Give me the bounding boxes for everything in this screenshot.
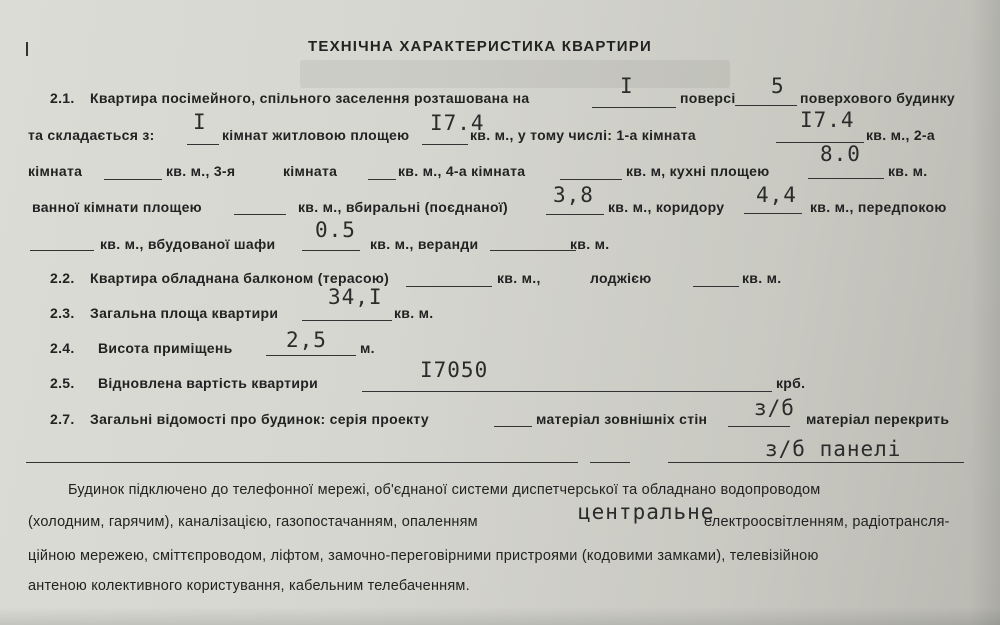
underline [693,286,739,287]
underline [30,250,94,251]
field-closet-area: 0.5 [315,218,356,242]
underline [728,426,790,427]
label-text: кв. м. [394,305,434,321]
field-floor-material: з/б панелі [765,437,902,461]
label-text: кв. м., 4-а кімната [398,163,526,179]
underline [735,105,797,106]
underline [187,144,219,145]
field-heating: центральне [578,500,715,524]
label-text: кв. м., у тому числі: 1-а кімната [470,127,696,143]
field-wall-material: з/б [754,396,795,420]
page-shadow [0,607,1000,625]
label-text: кімната [283,163,338,179]
underline [490,250,576,251]
underline [406,286,492,287]
label-text: Загальна площа квартири [90,305,279,321]
field-corridor-area: 4,4 [756,183,797,207]
underline [362,391,772,392]
underline [668,462,964,463]
label-text: крб. [776,375,806,391]
field-total-area: 34,I [328,285,383,309]
underline [234,214,286,215]
label-text: кв. м., вбудованої шафи [100,236,276,252]
label-text: кв. м. [888,163,928,179]
underline [546,214,604,215]
document-title: ТЕХНІЧНА ХАРАКТЕРИСТИКА КВАРТИРИ [308,38,652,55]
paragraph-line: Будинок підключено до телефонної мережі, об'єднаної системи диспетчерської та обладнано водопроводом [68,482,821,498]
paragraph-line: антеною колективного користування, кабельним телебаченням. [28,578,470,594]
underline [808,178,884,179]
underline [266,355,356,356]
label-text: кв. м., [497,270,541,286]
label-text: кімнат житловою площею [222,127,410,143]
label-text: кв. м., 3-я [166,163,236,179]
field-floors: 5 [771,74,785,98]
label-text: поверхового будинку [800,90,955,106]
label-text: Загальні відомості про будинок: серія проекту [90,411,429,427]
label-text: кв. м., передпокою [810,199,947,215]
label-text: поверсі [680,90,736,106]
underline [592,107,676,108]
page-shadow [970,0,1000,625]
label-text: кімната [28,163,83,179]
label-text: кв. м. [570,236,610,252]
section-number: 2.1. [50,90,75,106]
section-number: 2.7. [50,411,75,427]
label-text: ванної кімнати площею [32,199,202,215]
label-text: та складається з: [28,127,155,143]
underline [302,320,392,321]
label-text: кв. м., вбиральні (поєднаної) [298,199,509,215]
underline [494,426,532,427]
label-text: кв. м., 2-а [866,127,935,143]
paragraph-line: (холодним, гарячим), каналізацією, газопостачанням, опаленням [28,514,478,530]
label-text: Відновлена вартість квартири [98,375,319,391]
label-text: кв. м. [742,270,782,286]
label-text: кв. м, кухні площею [626,163,770,179]
section-number: 2.4. [50,340,75,356]
underline [302,250,360,251]
field-room1: I7.4 [800,108,855,132]
underline [104,179,162,180]
field-rooms: I [193,110,207,134]
label-text: Квартира обладнана балконом (терасою) [90,270,390,286]
label-text: Квартира посімейного, спільного заселення розташована на [90,90,530,106]
field-living-area: I7.4 [430,111,485,135]
underline [590,462,630,463]
field-cost: I7050 [420,358,489,382]
margin-mark [26,42,28,56]
field-height: 2,5 [286,328,327,352]
section-number: 2.3. [50,305,75,321]
underline [26,462,578,463]
section-number: 2.5. [50,375,75,391]
bleed-through-text [300,60,730,88]
underline [368,179,396,180]
section-number: 2.2. [50,270,75,286]
label-text: матеріал зовнішніх стін [536,411,708,427]
label-text: кв. м., веранди [370,236,479,252]
label-text: матеріал перекрить [806,411,950,427]
label-text: кв. м., коридору [608,199,725,215]
label-text: лоджією [590,270,652,286]
field-kitchen-area: 8.0 [820,142,861,166]
field-floor: I [620,74,634,98]
paragraph-line: ційною мережею, сміттєпроводом, ліфтом, замочно-переговірними пристроями (кодовими замками), телевізійною [28,548,819,564]
underline [422,144,468,145]
label-text: Висота приміщень [98,340,233,356]
field-toilet-area: 3,8 [553,183,594,207]
label-text: м. [360,340,375,356]
underline [744,213,802,214]
paragraph-line: електроосвітленням, радіотрансля- [704,514,950,530]
underline [560,179,622,180]
